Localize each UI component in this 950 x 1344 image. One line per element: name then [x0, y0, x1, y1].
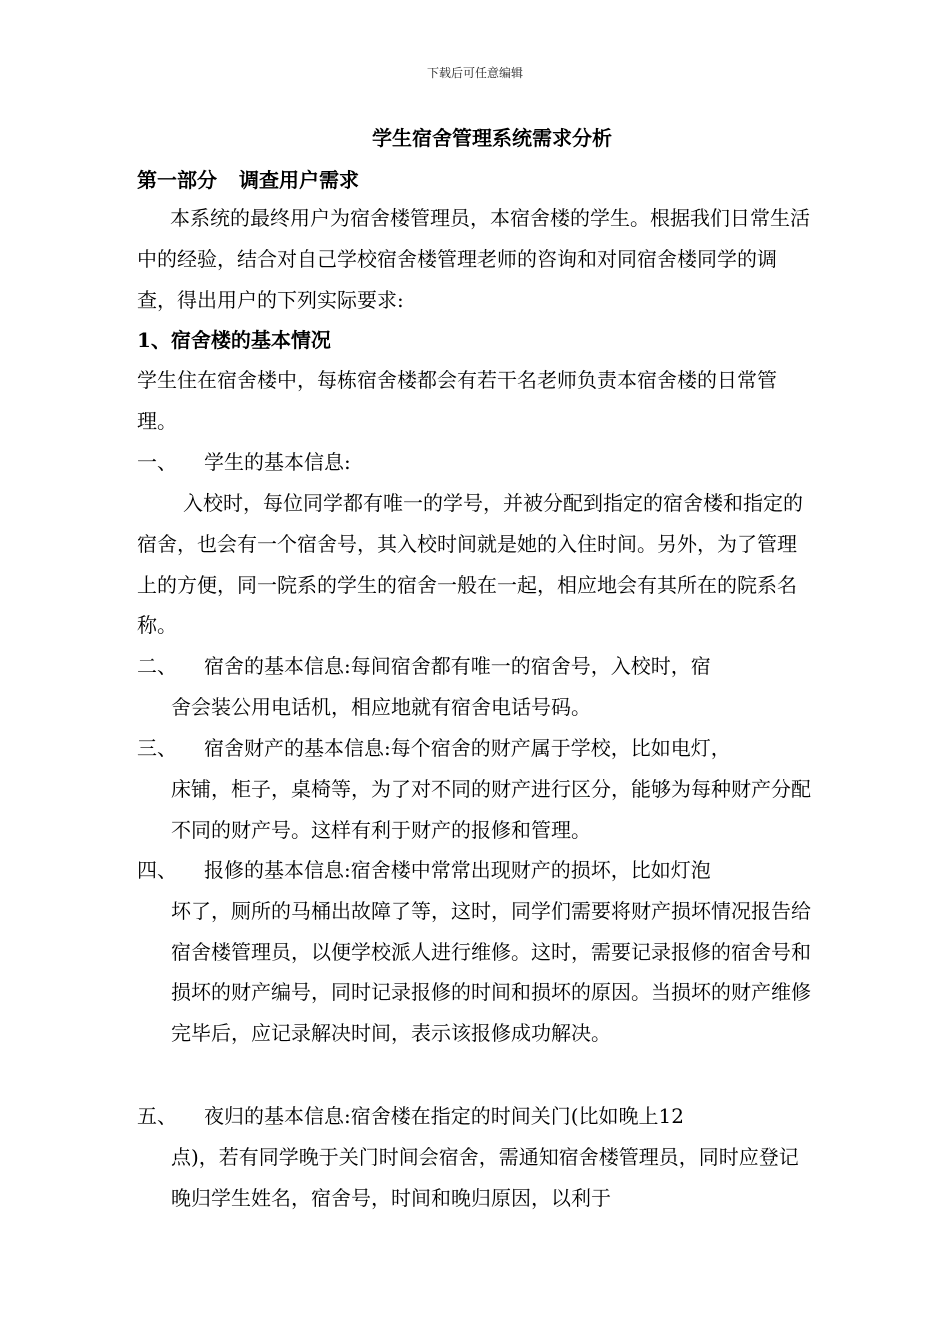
list-item-text: 学生的基本信息:: [204, 450, 351, 474]
section-paragraph: 学生住在宿舍楼中，每栋宿舍楼都会有若干名老师负责本宿舍楼的日常管理。: [137, 368, 777, 433]
intro-paragraph: 本系统的最终用户为宿舍楼管理员，本宿舍楼的学生。根据我们日常生活中的经验，结合对自己学校宿舍楼管理老师的咨询和对同宿舍楼同学的调查，得出用户的下列实际要求:: [137, 206, 810, 312]
list-item-text: 报修的基本信息:宿舍楼中常常出现财产的损坏，比如灯泡: [204, 858, 711, 882]
list-item: [137, 850, 812, 1054]
list-item-number: 四、: [137, 858, 177, 882]
section-heading: 1、宿舍楼的基本情况: [137, 328, 331, 352]
student-detail-paragraph: 入校时，每位同学都有唯一的学号，并被分配到指定的宿舍楼和指定的宿舍，也会有一个宿舍号，其入校时间就是她的入住时间。另外，为了管理上的方便，同一院系的学生的宿舍一般在一起，相应地会有其所在的院系名称。: [137, 491, 803, 638]
list-item-text: 夜归的基本信息:宿舍楼在指定的时间关门(比如晚上12: [204, 1104, 684, 1128]
list-item-number: 一、: [137, 450, 177, 474]
document-title: 学生宿舍管理系统需求分析: [372, 126, 612, 150]
part-heading: [137, 164, 359, 193]
list-item: [137, 728, 812, 850]
part-label: 第一部分: [137, 168, 217, 192]
list-item: [137, 442, 812, 483]
list-item-continuation: 床铺，柜子，桌椅等，为了对不同的财产进行区分，能够为每种财产分配不同的财产号。这样有利于财产的报修和管理。: [171, 776, 811, 842]
list-item-number: 五、: [137, 1104, 177, 1128]
page-header-note: 下载后可任意编辑: [426, 66, 523, 80]
list-item-number: 二、: [137, 654, 177, 678]
list-item-text: 宿舍财产的基本信息:每个宿舍的财产属于学校，比如电灯，: [204, 736, 731, 760]
list-item-continuation: 坏了，厕所的马桶出故障了等，这时，同学们需要将财产损坏情况报告给宿舍楼管理员，以便学校派人进行维修。这时，需要记录报修的宿舍号和损坏的财产编号，同时记录报修的时间和损坏的原因。当损坏的财产维修完毕后，应记录解决时间，表示该报修成功解决。: [171, 898, 811, 1046]
list-item-text: 宿舍的基本信息:每间宿舍都有唯一的宿舍号，入校时，宿: [204, 654, 711, 678]
part-name: 调查用户需求: [239, 168, 359, 192]
list-item: [137, 1096, 812, 1218]
list-item-continuation: 舍会装公用电话机，相应地就有宿舍电话号码。: [171, 694, 591, 719]
list-item: [137, 646, 812, 728]
list-item-number: 三、: [137, 736, 177, 760]
list-item-continuation: 点)，若有同学晚于关门时间会宿舍，需通知宿舍楼管理员，同时应登记晚归学生姓名，宿舍号，时间和晚归原因，以利于: [171, 1144, 799, 1210]
